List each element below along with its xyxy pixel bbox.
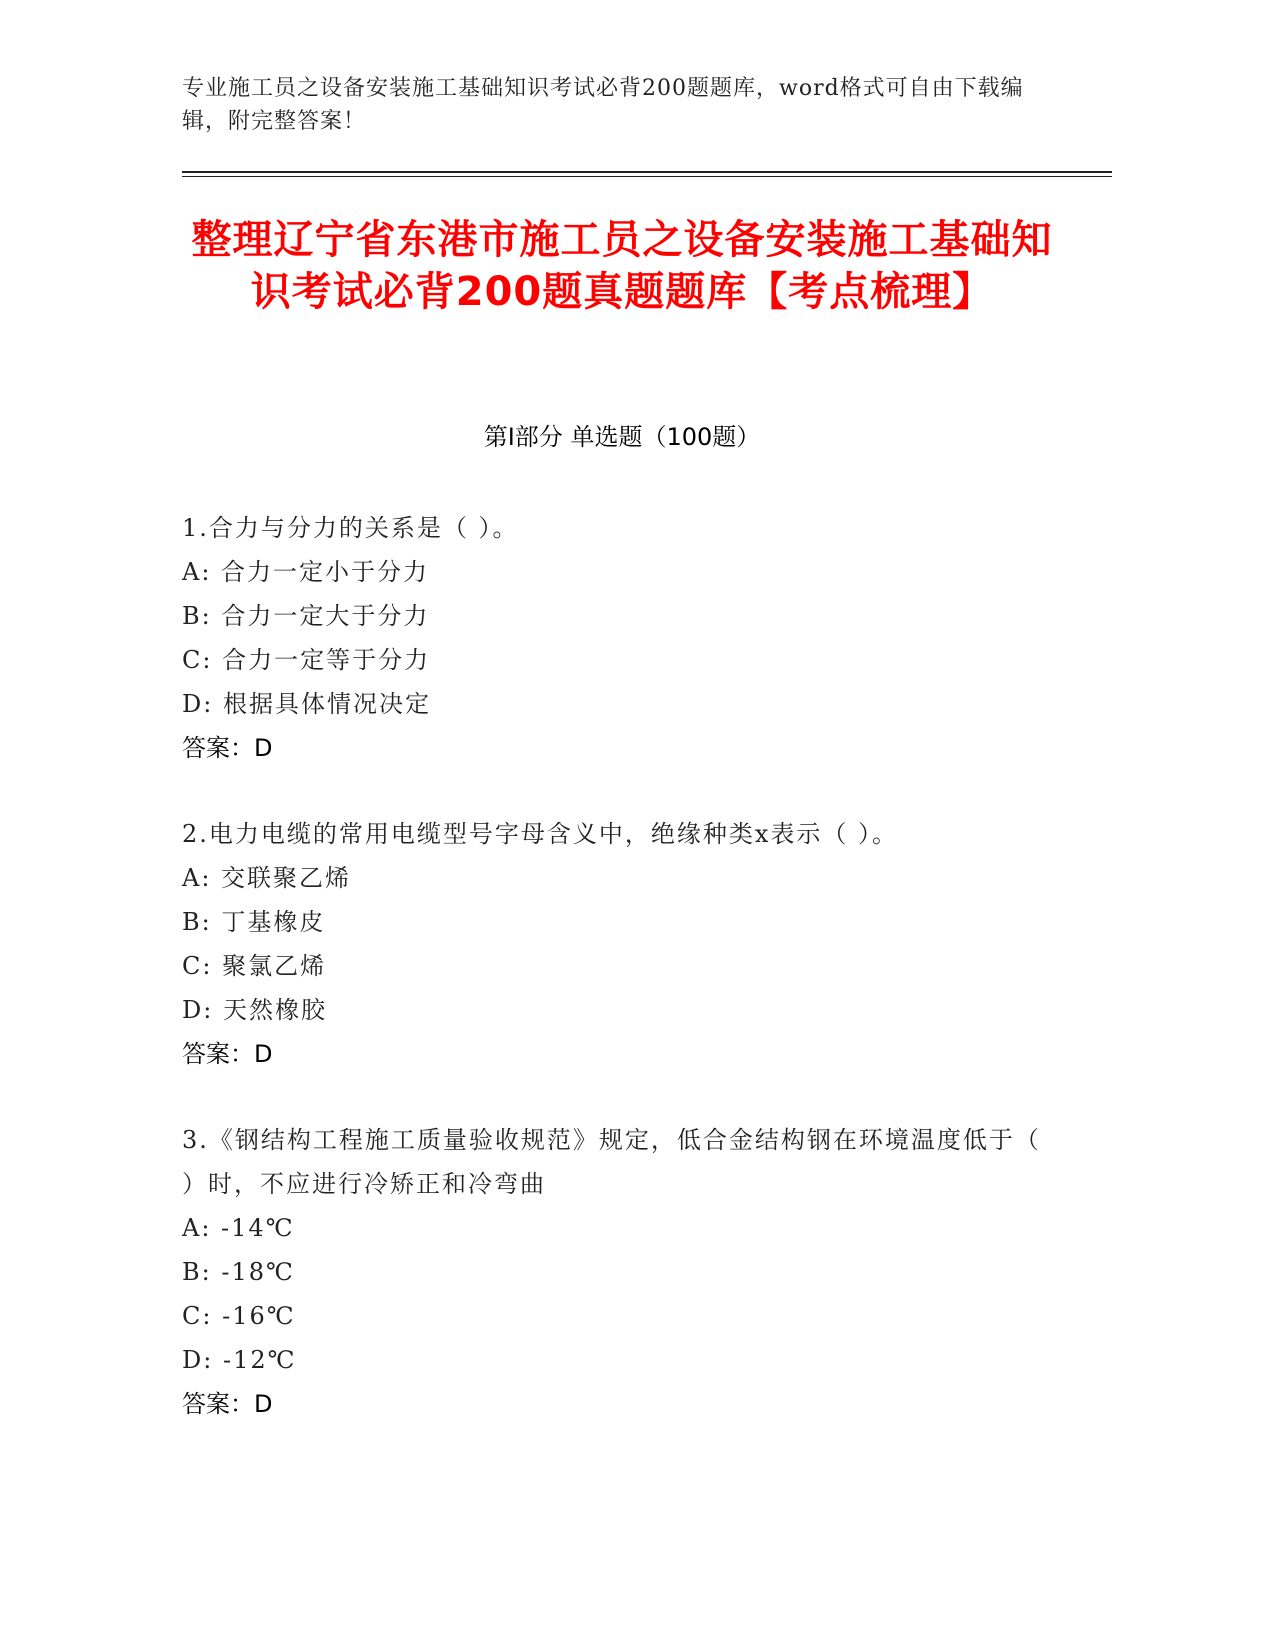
answer: 答案：D (182, 1390, 273, 1418)
option-a: A: -14℃ (182, 1214, 295, 1242)
question-list (182, 506, 1062, 1468)
section-heading: 第I部分 单选题（100题） (483, 423, 761, 451)
answer: 答案：D (182, 1040, 273, 1068)
option-a: A: 交联聚乙烯 (182, 864, 352, 892)
option-d: D: -12℃ (182, 1346, 297, 1374)
question-1 (182, 506, 1062, 770)
option-c: C: 合力一定等于分力 (182, 646, 431, 674)
answer: 答案：D (182, 734, 273, 762)
header-divider-thick (182, 171, 1112, 173)
question-2 (182, 812, 1062, 1076)
option-c: C: -16℃ (182, 1302, 296, 1330)
question-text: 2.电力电缆的常用电缆型号字母含义中，绝缘种类x表示（ ）。 (182, 820, 899, 848)
option-b: B: 丁基橡皮 (182, 908, 326, 936)
question-text: 3.《钢结构工程施工质量验收规范》规定，低合金结构钢在环境温度低于（ ）时，不应进行冷矫正和冷弯曲 (182, 1126, 1041, 1198)
document-title: 整理辽宁省东港市施工员之设备安装施工基础知识考试必背200题真题题库【考点梳理】 (191, 217, 1053, 315)
option-d: D: 根据具体情况决定 (182, 690, 431, 718)
question-text: 1.合力与分力的关系是（ ）。 (182, 514, 519, 542)
option-b: B: 合力一定大于分力 (182, 602, 430, 630)
option-d: D: 天然橡胶 (182, 996, 327, 1024)
header-divider-thin (182, 176, 1112, 177)
option-a: A: 合力一定小于分力 (182, 558, 430, 586)
question-3 (182, 1118, 1062, 1426)
header-note: 专业施工员之设备安装施工基础知识考试必背200题题库，word格式可自由下载编辑，附完整答案！ (182, 76, 1024, 134)
option-c: C: 聚氯乙烯 (182, 952, 327, 980)
option-b: B: -18℃ (182, 1258, 295, 1286)
